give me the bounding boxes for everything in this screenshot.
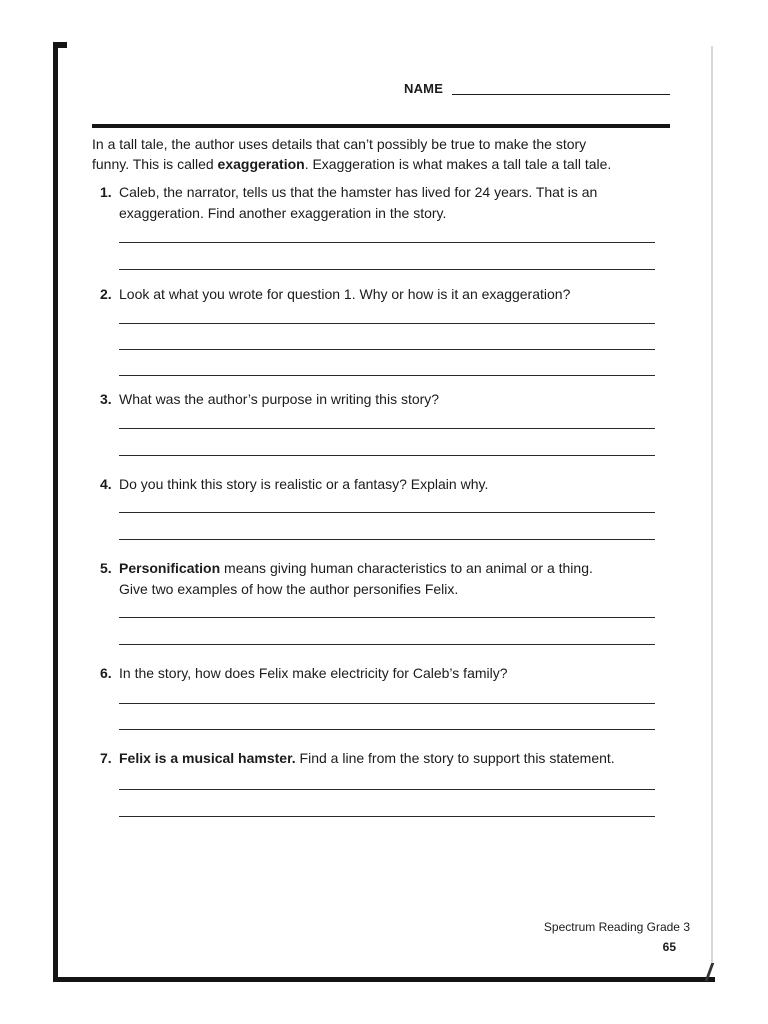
question-text-line: Look at what you wrote for question 1. Why or how is it an exaggeration?	[119, 286, 571, 302]
question-text-fragment: means giving human characteristics to an animal or a thing.	[220, 560, 593, 576]
name-blank-line[interactable]	[452, 94, 670, 95]
page-border-bottom	[53, 977, 715, 982]
intro-text: funny. This is called	[92, 156, 218, 172]
question-number: 7.	[100, 750, 112, 766]
question-text-line: What was the author’s purpose in writing this story?	[119, 391, 440, 407]
term-personification: Personification	[119, 560, 221, 576]
intro-line-2	[92, 154, 672, 174]
answer-line[interactable]	[119, 349, 655, 350]
question-text-fragment: Find a line from the story to support this statement.	[295, 750, 615, 766]
intro-term-exaggeration: exaggeration	[217, 156, 305, 172]
answer-line[interactable]	[119, 269, 655, 270]
answer-line[interactable]	[119, 539, 655, 540]
question-text	[119, 558, 659, 600]
question-1	[100, 182, 672, 274]
question-6	[100, 663, 672, 733]
page-border-corner	[53, 42, 67, 48]
question-text-line	[119, 748, 659, 769]
answer-line[interactable]	[119, 644, 655, 645]
answer-line[interactable]	[119, 323, 655, 324]
question-text	[119, 748, 659, 769]
question-number: 1.	[100, 184, 112, 200]
question-3	[100, 389, 672, 459]
intro-line-1: In a tall tale, the author uses details that can’t possibly be true to make the story	[92, 136, 587, 152]
question-text-line: Give two examples of how the author personifies Felix.	[119, 581, 459, 597]
question-text	[119, 389, 659, 410]
answer-line[interactable]	[119, 729, 655, 730]
page-border-left	[53, 44, 58, 982]
intro-paragraph	[92, 134, 672, 174]
question-text-line: exaggeration. Find another exaggeration in the story.	[119, 205, 447, 221]
question-number: 5.	[100, 560, 112, 576]
statement-musical-hamster: Felix is a musical hamster.	[119, 750, 296, 766]
question-text	[119, 474, 659, 495]
question-4	[100, 474, 672, 544]
answer-line[interactable]	[119, 375, 655, 376]
question-number: 2.	[100, 286, 112, 302]
question-text-line: Do you think this story is realistic or a fantasy? Explain why.	[119, 476, 489, 492]
question-text-line: Caleb, the narrator, tells us that the hamster has lived for 24 years. That is an	[119, 184, 598, 200]
question-text-line: In the story, how does Felix make electricity for Caleb’s family?	[119, 665, 508, 681]
answer-line[interactable]	[119, 703, 655, 704]
page-border-right	[711, 46, 713, 966]
page-number: 65	[662, 940, 676, 954]
intro-text: . Exaggeration is what makes a tall tale a tall tale.	[304, 156, 612, 172]
question-number: 4.	[100, 476, 112, 492]
name-field	[404, 80, 670, 100]
answer-line[interactable]	[119, 428, 655, 429]
question-text	[119, 182, 659, 224]
name-label: NAME	[404, 81, 444, 96]
answer-line[interactable]	[119, 789, 655, 790]
question-5	[100, 558, 672, 648]
answer-line[interactable]	[119, 512, 655, 513]
question-2	[100, 284, 672, 379]
question-text	[119, 284, 659, 305]
book-title: Spectrum Reading Grade 3	[543, 920, 690, 934]
question-text-line	[119, 558, 659, 579]
header-rule	[92, 124, 670, 128]
answer-line[interactable]	[119, 816, 655, 817]
answer-line[interactable]	[119, 242, 655, 243]
question-7	[100, 748, 672, 820]
answer-line[interactable]	[119, 617, 655, 618]
question-number: 3.	[100, 391, 112, 407]
question-text	[119, 663, 659, 684]
question-number: 6.	[100, 665, 112, 681]
answer-line[interactable]	[119, 455, 655, 456]
